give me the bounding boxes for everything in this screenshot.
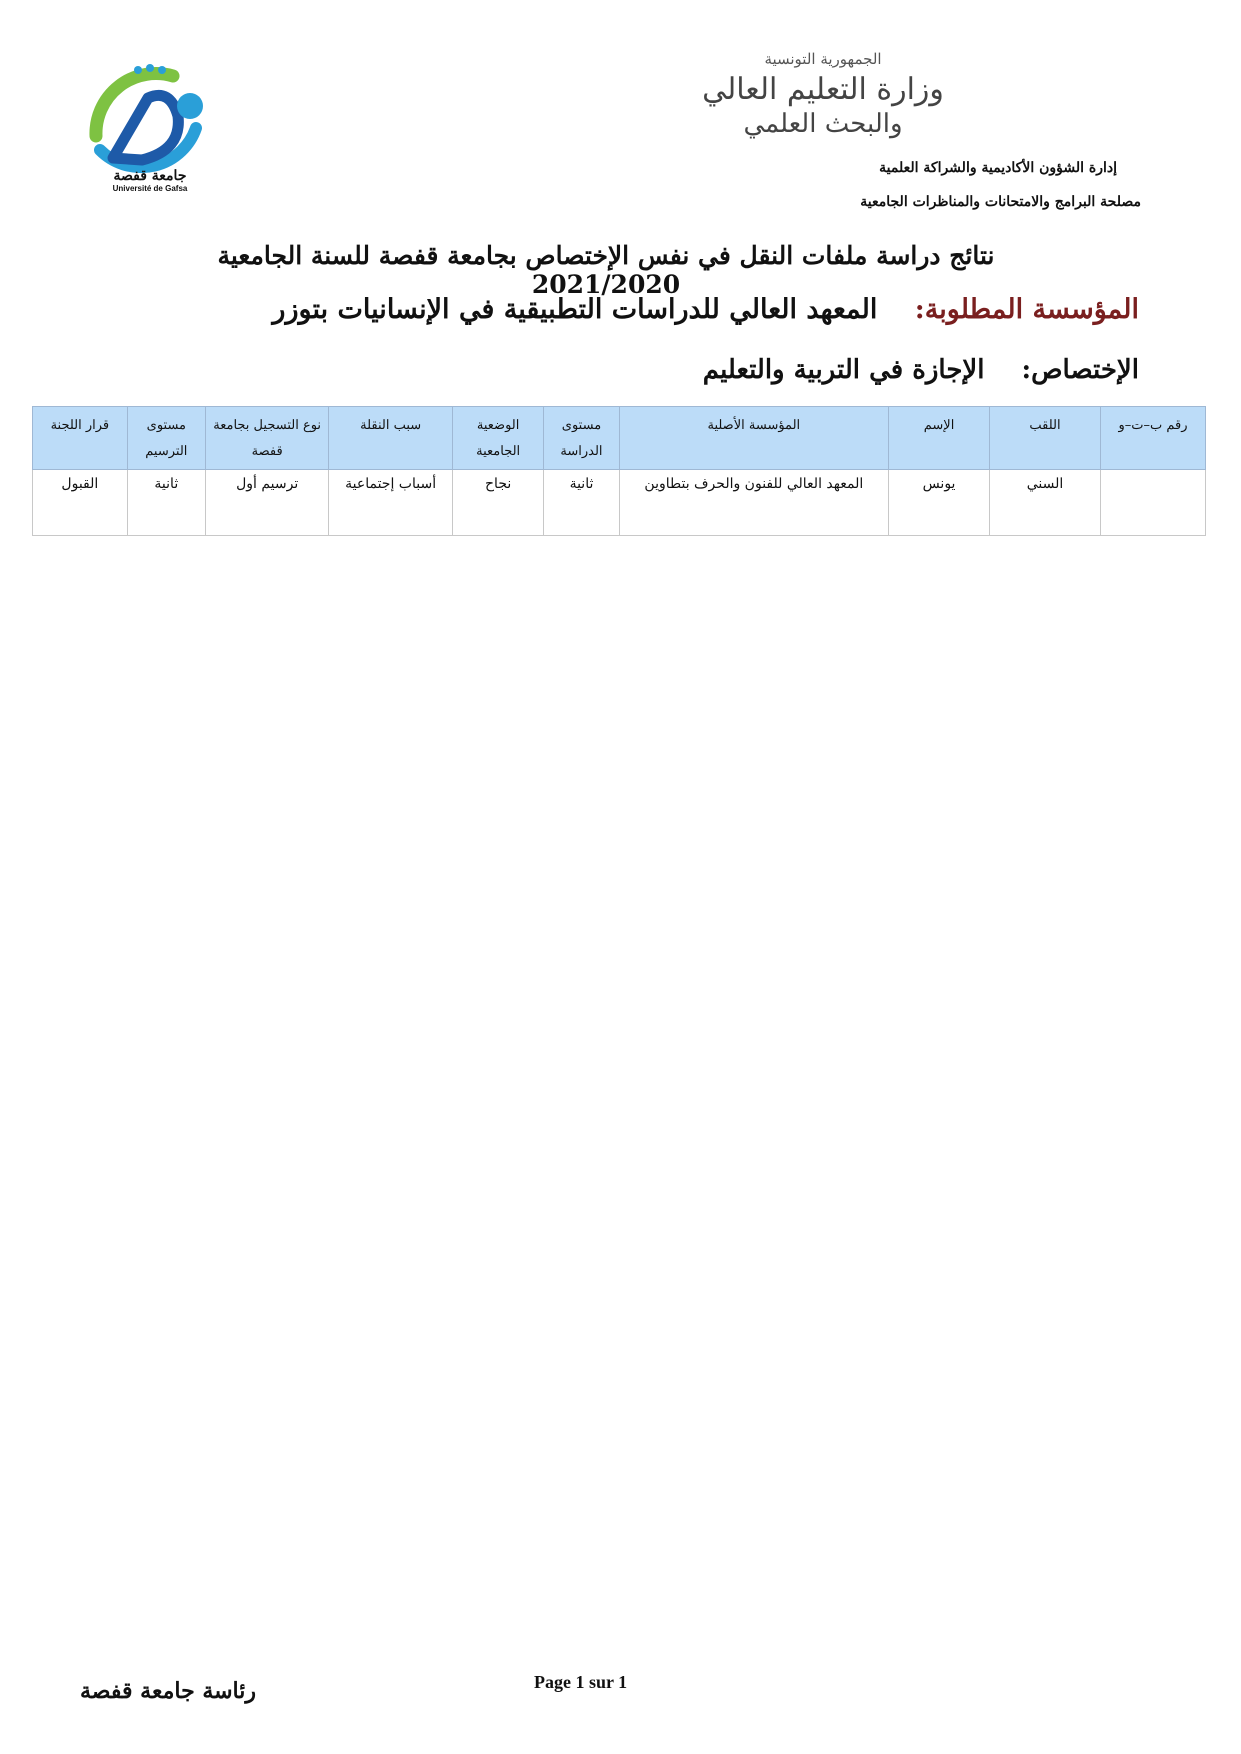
ministry-line1: وزارة التعليم العالي [702, 72, 944, 107]
header-registration-type: نوع التسجيل بجامعة قفصة [205, 407, 328, 470]
cell-transfer-reason: أسباب إجتماعية [329, 470, 452, 536]
header-name: الإسم [889, 407, 990, 470]
cell-study-level: ثانية [544, 470, 619, 536]
ministry-header [633, 50, 1013, 139]
department-label: إدارة الشؤون الأكاديمية والشراكة العلمية [879, 160, 1117, 176]
header-cin: رقم ب–ت–و [1101, 407, 1206, 470]
cell-committee-decision: القبول [33, 470, 128, 536]
republic-label: الجمهورية التونسية [764, 50, 882, 68]
cell-registration-type: ترسيم أول [205, 470, 328, 536]
signature-label: رئاسة جامعة قفصة [80, 1678, 257, 1704]
results-table [32, 406, 1206, 536]
institution-line [272, 294, 1139, 325]
logo-text-ar: جامعة قفصة [113, 168, 187, 184]
cell-surname: السني [989, 470, 1100, 536]
header-academic-status: الوضعية الجامعية [452, 407, 544, 470]
header-transfer-reason: سبب النقلة [329, 407, 452, 470]
cell-name: يونس [889, 470, 990, 536]
specialty-line [703, 355, 1139, 385]
header-study-level: مستوى الدراسة [544, 407, 619, 470]
cell-origin-institution: المعهد العالي للفنون والحرف بتطاوين [619, 470, 889, 536]
header-enrollment-level: مستوى الترسيم [127, 407, 205, 470]
specialty-label: الإختصاص: [1021, 355, 1139, 385]
header-origin-institution: المؤسسة الأصلية [619, 407, 889, 470]
institution-label: المؤسسة المطلوبة: [914, 294, 1139, 325]
ministry-line2: والبحث العلمي [743, 109, 903, 139]
service-label: مصلحة البرامج والامتحانات والمناظرات الجامعية [860, 194, 1141, 210]
institution-value: المعهد العالي للدراسات التطبيقية في الإنسانيات بتوزر [272, 294, 878, 325]
header-committee-decision: قرار اللجنة [33, 407, 128, 470]
table-row [33, 470, 1206, 536]
cell-enrollment-level: ثانية [127, 470, 205, 536]
page-number: Page 1 sur 1 [534, 1672, 628, 1692]
header-surname: اللقب [989, 407, 1100, 470]
cell-academic-status: نجاح [452, 470, 544, 536]
table-header-row [33, 407, 1206, 470]
document-title: نتائج دراسة ملفات النقل في نفس الإختصاص بجامعة قفصة للسنة الجامعية 2021/2020 [217, 241, 995, 299]
specialty-value: الإجازة في التربية والتعليم [702, 355, 985, 385]
logo-text-fr: Université de Gafsa [112, 184, 188, 193]
cell-cin [1101, 470, 1206, 536]
